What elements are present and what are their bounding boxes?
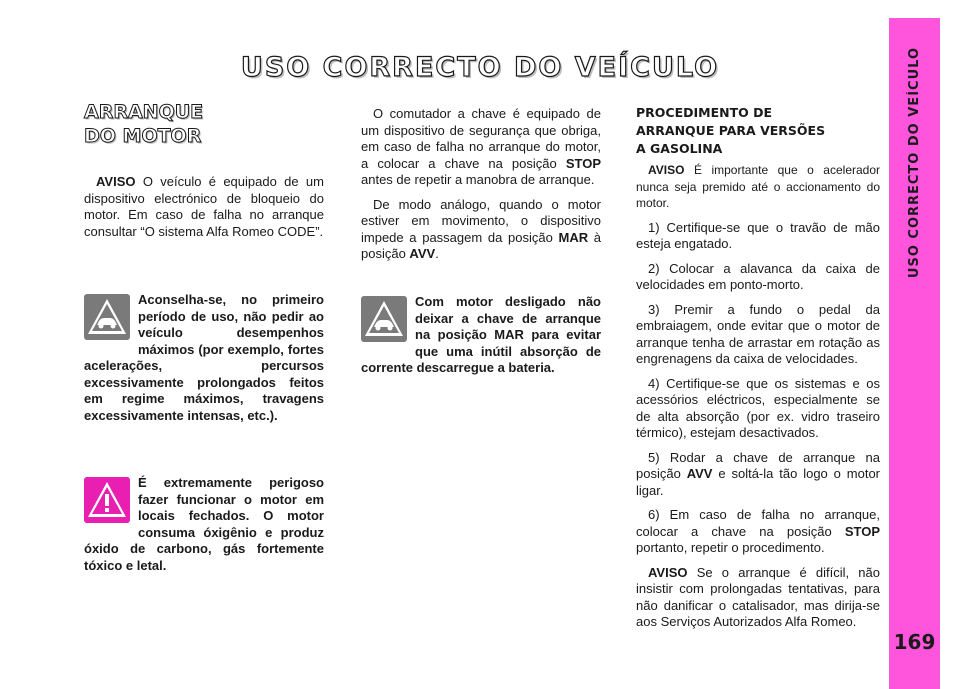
aviso-label: AVISO [648, 163, 685, 177]
aviso-paragraph [636, 565, 880, 631]
step-2: 2) Colocar a alavanca da caixa de velocidades em ponto-morto. [636, 260, 880, 292]
section-tab [889, 18, 940, 689]
heading-line: ARRANQUE PARA VERSÕES [636, 123, 826, 138]
step-5 [636, 450, 880, 500]
heading-line: DO MOTOR [84, 125, 202, 147]
text: portanto, repetir o procedimento. [636, 540, 825, 555]
text: e soltá-la tão logo o motor ligar. [636, 466, 881, 498]
text: De modo análogo, quando o motor estiver em movimento, o dispositivo impede a passagem da posição [361, 196, 601, 245]
paragraph [361, 106, 601, 189]
heading-line: ARRANQUE [84, 101, 204, 123]
aviso-paragraph [84, 174, 324, 240]
text: 6) Em caso de falha no arranque, colocar a chave na posição [636, 507, 880, 539]
page-title: USO CORRECTO DO VEÍCULO [240, 52, 720, 83]
text: O comutador a chave é equipado de um dispositivo de segurança que obriga, em caso de falha no arranque do motor, a colocar a chave na posição [361, 106, 601, 171]
heading-line: A GASOLINA [636, 141, 723, 156]
keyword: MAR [558, 229, 589, 245]
text: 5) Rodar a chave de arranque na posição [636, 449, 880, 481]
step-6 [636, 507, 880, 557]
text: . [435, 246, 439, 261]
step-1: 1) Certifique-se que o travão de mão esteja engatado. [636, 219, 880, 251]
warning-box-3 [361, 294, 601, 377]
aviso-paragraph [636, 162, 880, 212]
warning-box-2 [84, 475, 324, 574]
step-3: 3) Premir a fundo o pedal da embraiagem, onde evitar que o motor de arranque tenha de arrastar em rotação as engrenagens da caixa de velocidades. [636, 301, 880, 366]
aviso-text: Se o arranque é difícil, não insistir com prolongadas tentativas, para não danificar o catalisador, mas dirija-se aos Serviços Autorizados Alfa Romeo. [636, 564, 880, 629]
column-1 [84, 100, 324, 248]
heading-line: PROCEDIMENTO DE [636, 105, 773, 120]
paragraph [361, 197, 601, 263]
keyword: STOP [844, 523, 880, 539]
aviso-label: AVISO [96, 174, 136, 189]
column-3 [636, 104, 880, 639]
keyword: AVV [686, 466, 713, 481]
danger-triangle-icon [84, 477, 130, 523]
aviso-text: É importante que o acelerador nunca seja premido até o accionamento do motor. [636, 163, 880, 210]
text: à posição [361, 229, 601, 261]
warning-text: Aconselha-se, no primeiro período de uso, não pedir ao veículo desempenhos máximos (por exemplo, fortes acelerações, percursos excessivamente prolongados feitos em regime máximos, travagens excessivamente intensas, etc.). [84, 292, 324, 423]
aviso-label: AVISO [648, 564, 688, 580]
car-warning-icon [361, 296, 407, 342]
section-heading [84, 100, 324, 148]
keyword: AVV [409, 246, 436, 261]
subsection-heading [636, 104, 880, 158]
warning-box-1 [84, 292, 324, 424]
column-2 [361, 106, 601, 271]
step-4: 4) Certifique-se que os sistemas e os acessórios eléctricos, especialmente se de alta absorção (por ex. vidro traseiro térmico), estejam desactivados. [636, 375, 880, 440]
warning-text: É extremamente perigoso fazer funcionar o motor em locais fechados. O motor consuma óxigênio e produz óxido de carbono, gás fortemente tóxico e letal. [84, 475, 324, 573]
keyword: STOP [565, 155, 601, 171]
section-tab-label: USO CORRECTO DO VEÍCULO [907, 47, 922, 279]
text: antes de repetir a manobra de arranque. [361, 172, 595, 187]
warning-text: Com motor desligado não deixar a chave de arranque na posição MAR para evitar que uma inútil absorção de corrente descarregue a bateria. [361, 294, 601, 375]
car-warning-icon [84, 294, 130, 340]
aviso-text: O veículo é equipado de um dispositivo electrónico de bloqueio do motor. Em caso de falha no arranque consultar “O sistema Alfa Romeo CODE”. [84, 174, 324, 239]
page-number: 169 [893, 630, 936, 654]
